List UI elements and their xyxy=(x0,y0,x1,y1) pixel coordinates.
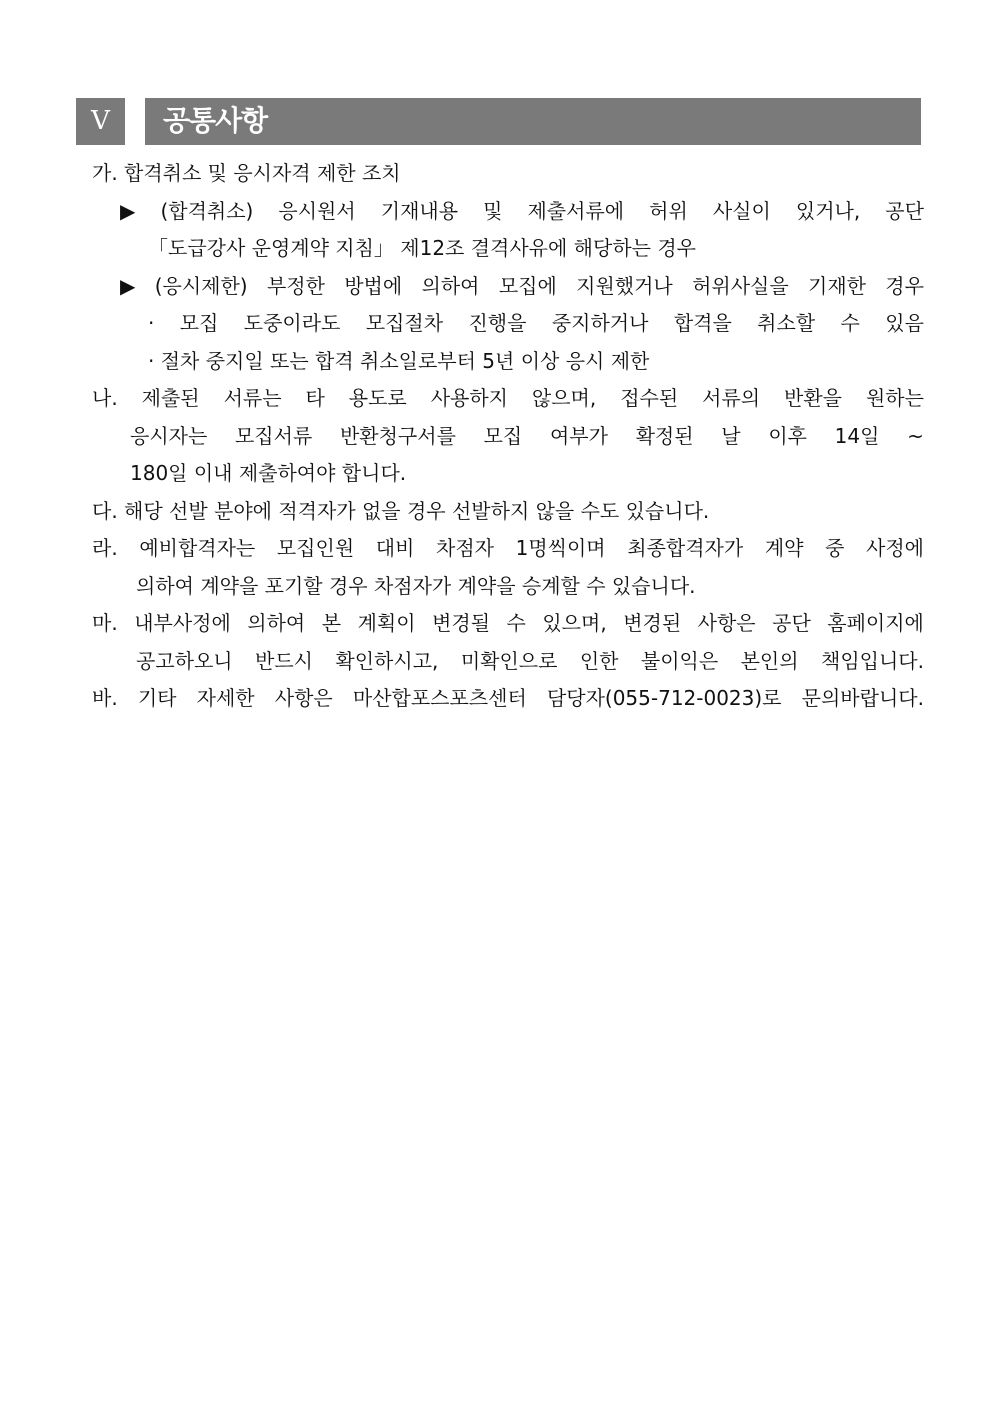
word: 수 xyxy=(506,611,526,635)
word: 사정에 xyxy=(866,536,924,560)
word: 확인하시고, xyxy=(335,648,439,673)
word: 변경될 xyxy=(432,611,491,635)
word: 예비합격자는 xyxy=(139,536,256,560)
word: (합격취소) xyxy=(160,198,254,223)
word: 공단 xyxy=(885,198,924,223)
word: 있음 xyxy=(885,311,924,335)
item-na-line1 xyxy=(92,380,924,418)
word: 담당자(055-712-0023)로 xyxy=(546,686,782,710)
word: 공단 xyxy=(772,611,811,635)
word: 반드시 xyxy=(255,648,313,673)
word: ▶ xyxy=(120,198,136,223)
word: 라. xyxy=(92,536,118,560)
word: 응시자는 xyxy=(130,423,208,448)
word: 날 xyxy=(721,423,741,448)
word: 진행을 xyxy=(468,311,527,335)
word: 확정된 xyxy=(635,423,694,448)
bullet-cancel-line1 xyxy=(92,193,924,231)
word: 이후 xyxy=(768,423,807,448)
word: 접수된 xyxy=(620,386,679,410)
word: 책임입니다. xyxy=(821,648,924,673)
word: 홈페이지에 xyxy=(827,611,924,635)
word: 않으며, xyxy=(531,386,597,410)
item-na-line3: 180일 이내 제출하여야 합니다. xyxy=(130,461,407,485)
word: 모집에 xyxy=(498,273,557,298)
word: 제출된 xyxy=(141,386,200,410)
word: 용도로 xyxy=(348,386,407,410)
word: 문의바랍니다. xyxy=(801,686,924,710)
word: 합격을 xyxy=(673,311,732,335)
word: 의하여 xyxy=(421,273,480,298)
word: 허위 xyxy=(649,198,688,223)
word: 부정한 xyxy=(266,273,325,298)
section-number: V xyxy=(76,98,125,145)
word: 14일 xyxy=(834,423,880,448)
word: 모집 xyxy=(179,311,219,335)
word: 중지하거나 xyxy=(551,311,649,335)
word: 자세한 xyxy=(196,686,255,710)
word: 본 xyxy=(321,611,342,635)
word: 사실이 xyxy=(712,198,771,223)
word: ~ xyxy=(907,423,924,448)
word: 모집 xyxy=(483,423,523,448)
bullet-cancel-line2: 「도급강사 운영계약 지침」 제12조 결격사유에 해당하는 경우 xyxy=(148,236,696,260)
word: 최종합격자가 xyxy=(627,536,744,560)
word: 계약 xyxy=(764,536,804,560)
word: 1명씩이며 xyxy=(515,536,606,560)
word: 기재한 xyxy=(808,273,866,298)
document-body xyxy=(92,155,924,718)
word: 응시원서 xyxy=(278,198,356,223)
section-title: 공통사항 xyxy=(163,104,268,137)
word: 차점자 xyxy=(436,536,494,560)
sub-item-1 xyxy=(92,305,924,343)
sub-item-2: · 절차 중지일 또는 합격 취소일로부터 5년 이상 응시 제한 xyxy=(148,348,650,373)
word: 있으며, xyxy=(542,611,607,635)
word: 마산합포스포츠센터 xyxy=(352,686,527,710)
word: 본인의 xyxy=(740,648,799,673)
word: 있거나, xyxy=(795,198,861,223)
word: 인한 xyxy=(579,648,619,673)
item-ma-line1 xyxy=(92,605,924,643)
item-da: 다. 해당 선발 분야에 적격자가 없을 경우 선발하지 않을 수도 있습니다. xyxy=(92,498,710,523)
word: 변경된 xyxy=(623,611,682,635)
word: 대비 xyxy=(375,536,415,560)
word: 반환청구서를 xyxy=(339,423,456,448)
word: 취소할 xyxy=(757,311,816,335)
section-title-bar xyxy=(145,98,921,145)
word: 의하여 xyxy=(247,611,306,635)
word: 원하는 xyxy=(865,386,924,410)
word: 경우 xyxy=(885,273,924,298)
word: 사항은 xyxy=(697,611,756,635)
word: 사용하지 xyxy=(430,386,508,410)
word: 모집서류 xyxy=(234,423,313,448)
word: 허위사실을 xyxy=(692,273,789,298)
word: · xyxy=(148,311,155,335)
word: 방법에 xyxy=(344,273,403,298)
word: 반환을 xyxy=(784,386,843,410)
word: 내부사정에 xyxy=(134,611,231,635)
word: 지원했거나 xyxy=(576,273,673,298)
word: 미확인으로 xyxy=(460,648,558,673)
word: 여부가 xyxy=(549,423,608,448)
item-ma-line2 xyxy=(92,643,924,681)
word: 사항은 xyxy=(274,686,333,710)
word: 바. xyxy=(92,686,118,710)
item-ra-line2: 의하여 계약을 포기할 경우 차점자가 계약을 승계할 수 있습니다. xyxy=(136,573,696,598)
word: 및 xyxy=(483,198,503,223)
word: 모집절차 xyxy=(365,311,444,335)
item-na-line2 xyxy=(92,418,924,456)
word: 기타 xyxy=(137,686,177,710)
item-ba xyxy=(92,680,924,718)
word: 수 xyxy=(840,311,860,335)
word: 모집인원 xyxy=(276,536,355,560)
word: 제출서류에 xyxy=(527,198,625,223)
word: 공고하오니 xyxy=(136,648,233,673)
word: 타 xyxy=(305,386,325,410)
word: (응시제한) xyxy=(154,273,248,298)
word: 나. xyxy=(92,386,118,410)
word: 서류의 xyxy=(702,386,761,410)
word: 불이익은 xyxy=(640,648,719,673)
word: 도중이라도 xyxy=(243,311,341,335)
word: 계획이 xyxy=(357,611,416,635)
word: ▶ xyxy=(120,273,136,298)
word: 기재내용 xyxy=(380,198,459,223)
section-header xyxy=(76,98,921,145)
word: 중 xyxy=(825,536,845,560)
bullet-restrict xyxy=(92,268,924,306)
item-ra-line1 xyxy=(92,530,924,568)
word: 마. xyxy=(92,611,118,635)
item-ga: 가. 합격취소 및 응시자격 제한 조치 xyxy=(92,161,401,185)
word: 서류는 xyxy=(223,386,282,410)
